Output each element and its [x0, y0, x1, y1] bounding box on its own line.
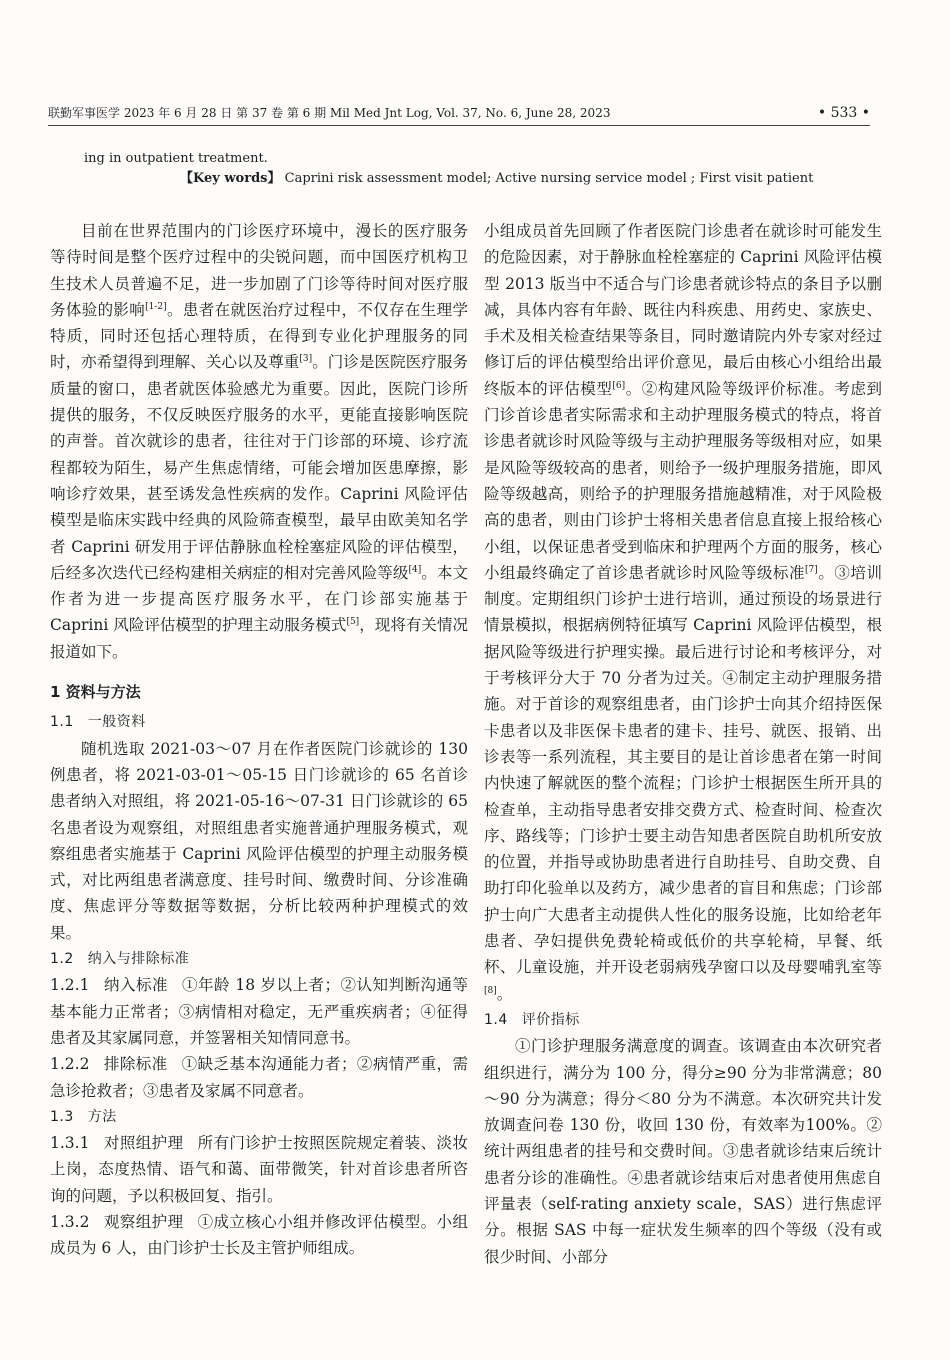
right-column [484, 218, 882, 1270]
section-heading: 1 资料与方法 [50, 683, 141, 702]
paragraph-evaluation: ①门诊护理服务满意度的调查。该调查由本次研究者组织进行，满分为 100 分，得分≥90 分为非常满意；80～90 分为满意；得分＜80 分为不满意。本次研究共计发放调查问卷 130 份，收回 130 份，有效率为100%。②统计两组患者的挂号和交费时间。③患者就诊结束后统计患者分诊的准确性。④患者就诊结束后对患者使用焦虑自评量表（self-rating anxiety scale，SAS）进行焦虑评分。根据 SAS 中每一症状发生频率的四个等级（没有或很少时间、小部分 [484, 1037, 882, 1266]
paragraph-observation-care: 1.3.2 观察组护理 ①成立核心小组并修改评估模型。小组成员为 6 人，由门诊护士长及主管护师组成。 [50, 1212, 468, 1258]
paragraph-inclusion: 1.2.1 纳入标准 ①年龄 18 岁以上者；②认知判断沟通等基本能力正常者；③病情相对稳定，无严重疾病者；④征得患者及其家属同意，并签署相关知情同意书。 [50, 976, 468, 1047]
page-number: • 533 • [817, 105, 870, 121]
citation: [5] [346, 617, 360, 628]
paragraph-continued: 小组成员首先回顾了作者医院门诊患者在就诊时可能发生的危险因素，对于静脉血栓栓塞症的 Caprini 风险评估模型 2013 版当中不适合与门诊患者就诊特点的条目予以删减，具体内容有年龄、既往内科疾患、用药史、家族史、手术及相关检查结果等条目，同时邀请院内外专家对经过修订后的评估模型给出评价意见，最后由核心小组给出最终版本的评估模型[6]。②构建风险等级评价标准。考虑到门诊首诊患者实际需求和主动护理服务模式的特点，将首诊患者就诊时风险等级与主动护理服务等级相对应，如果是风险等级较高的患者，则给予一级护理服务措施，即风险等级越高，则给予的护理服务措施越精准，对于风险极高的患者，则由门诊护士将相关患者信息直接上报给核心小组，以保证患者受到临床和护理两个方面的服务，核心小组最终确定了首诊患者就诊时风险等级标准[7]。③培训制度。定期组织门诊护士进行培训，通过预设的场景进行情景模拟，根据病例特征填写 Caprini 风险评估模型，根据风险等级进行护理实操。最后进行讨论和考核评分，对于考核评分大于 70 分者为过关。④制定主动护理服务措施。对于首诊的观察组患者，由门诊护士向其介绍持医保卡患者以及非医保卡患者的建卡、挂号、就医、报销、出诊表等一系列流程，其主要目的是让首诊患者在第一时间内快速了解就医的整个流程；门诊护士根据医生所开具的检查单，主动指导患者安排交费方式、检查时间、检查次序、路线等；门诊护士要主动告知患者医院自助机所安放的位置，并指导或协助患者进行自助挂号、自助交费、自助打印化验单以及药方，减少患者的盲目和焦虑；门诊部护士向广大患者主动提供人性化的服务设施，比如给老年患者、孕妇提供免费轮椅或低价的共享轮椅，早餐、纸杯、儿童设施，并开设老弱病残孕窗口以及母婴哺乳室等[8]。 [484, 222, 882, 1003]
subsection-heading: 1.4 评价指标 [484, 1011, 580, 1028]
subsection-heading: 1.1 一般资料 [50, 714, 146, 731]
paragraph-general-data: 随机选取 2021-03～07 月在作者医院门诊就诊的 130 例患者，将 2021-03-01～05-15 日门诊就诊的 65 名首诊患者纳入对照组，将 2021-05-16～07-31 日门诊就诊的 65 名患者设为观察组，对照组患者实施普通护理服务模式，观察组患者实施基于 Caprini 风险评估模型的护理主动服务模式，对比两组患者满意度、挂号时间、缴费时间、分诊准确度、焦虑评分等数据等数据，分析比较两种护理模式的效果。 [50, 739, 468, 942]
citation: [4] [408, 564, 422, 575]
subsection-heading: 1.2 纳入与排除标准 [50, 951, 190, 968]
keywords-label: 【Key words】 [180, 171, 281, 186]
citation: [1-2] [145, 301, 167, 312]
subsection-heading: 1.3 方法 [50, 1108, 117, 1125]
left-column [50, 218, 468, 1262]
running-header [48, 104, 870, 122]
citation: [3] [299, 354, 313, 365]
keywords [180, 170, 813, 188]
citation: [8] [484, 985, 497, 996]
citation: [6] [612, 380, 626, 391]
intro-paragraph: 目前在世界范围内的门诊医疗环境中，漫长的医疗服务等待时间是整个医疗过程中的尖锐问题，而中国医疗机构卫生技术人员普遍不足，进一步加剧了门诊等待时间对医疗服务体验的影响[1-2]。患者在就医治疗过程中，不仅存在生理学特质，同时还包括心理特质，在得到专业化护理服务的同时，亦希望得到理解、关心以及尊重[3]。门诊是医院医疗服务质量的窗口，患者就医体验感尤为重要。因此，医院门诊所提供的服务，不仅反映医疗服务的水平，更能直接影响医院的声誉。首次就诊的患者，往往对于门诊部的环境、诊疗流程都较为陌生，易产生焦虑情绪，可能会增加医患摩擦，影响诊疗效果，甚至诱发急性疾病的发作。Caprini 风险评估模型是临床实践中经典的风险筛查模型，最早由欧美知名学者 Caprini 研发用于评估静脉血栓栓塞症风险的评估模型，后经多次迭代已经构建相关病症的相对完善风险等级[4]。本文作者为进一步提高医疗服务水平，在门诊部实施基于 Caprini 风险评估模型的护理主动服务模式[5]，现将有关情况报道如下。 [50, 222, 468, 661]
abstract-tail: ing in outpatient treatment. [84, 151, 268, 166]
paragraph-exclusion: 1.2.2 排除标准 ①缺乏基本沟通能力者；②病情严重，需急诊抢救者；③患者及家属不同意者。 [50, 1055, 468, 1100]
keywords-text: Caprini risk assessment model; Active nursing service model ; First visit patient [284, 171, 814, 186]
journal-citation: 联勤军事医学 2023 年 6 月 28 日 第 37 卷 第 6 期 Mil Med Jnt Log, Vol. 37, No. 6, June 28, 2023 [48, 106, 611, 120]
paragraph-control-care: 1.3.1 对照组护理 所有门诊护士按照医院规定着装、淡妆上岗，态度热情、语气和蔼、面带微笑，针对首诊患者所咨询的问题，予以积极回复、指引。 [50, 1134, 468, 1205]
header-rule [48, 125, 870, 126]
citation: [7] [805, 564, 818, 575]
